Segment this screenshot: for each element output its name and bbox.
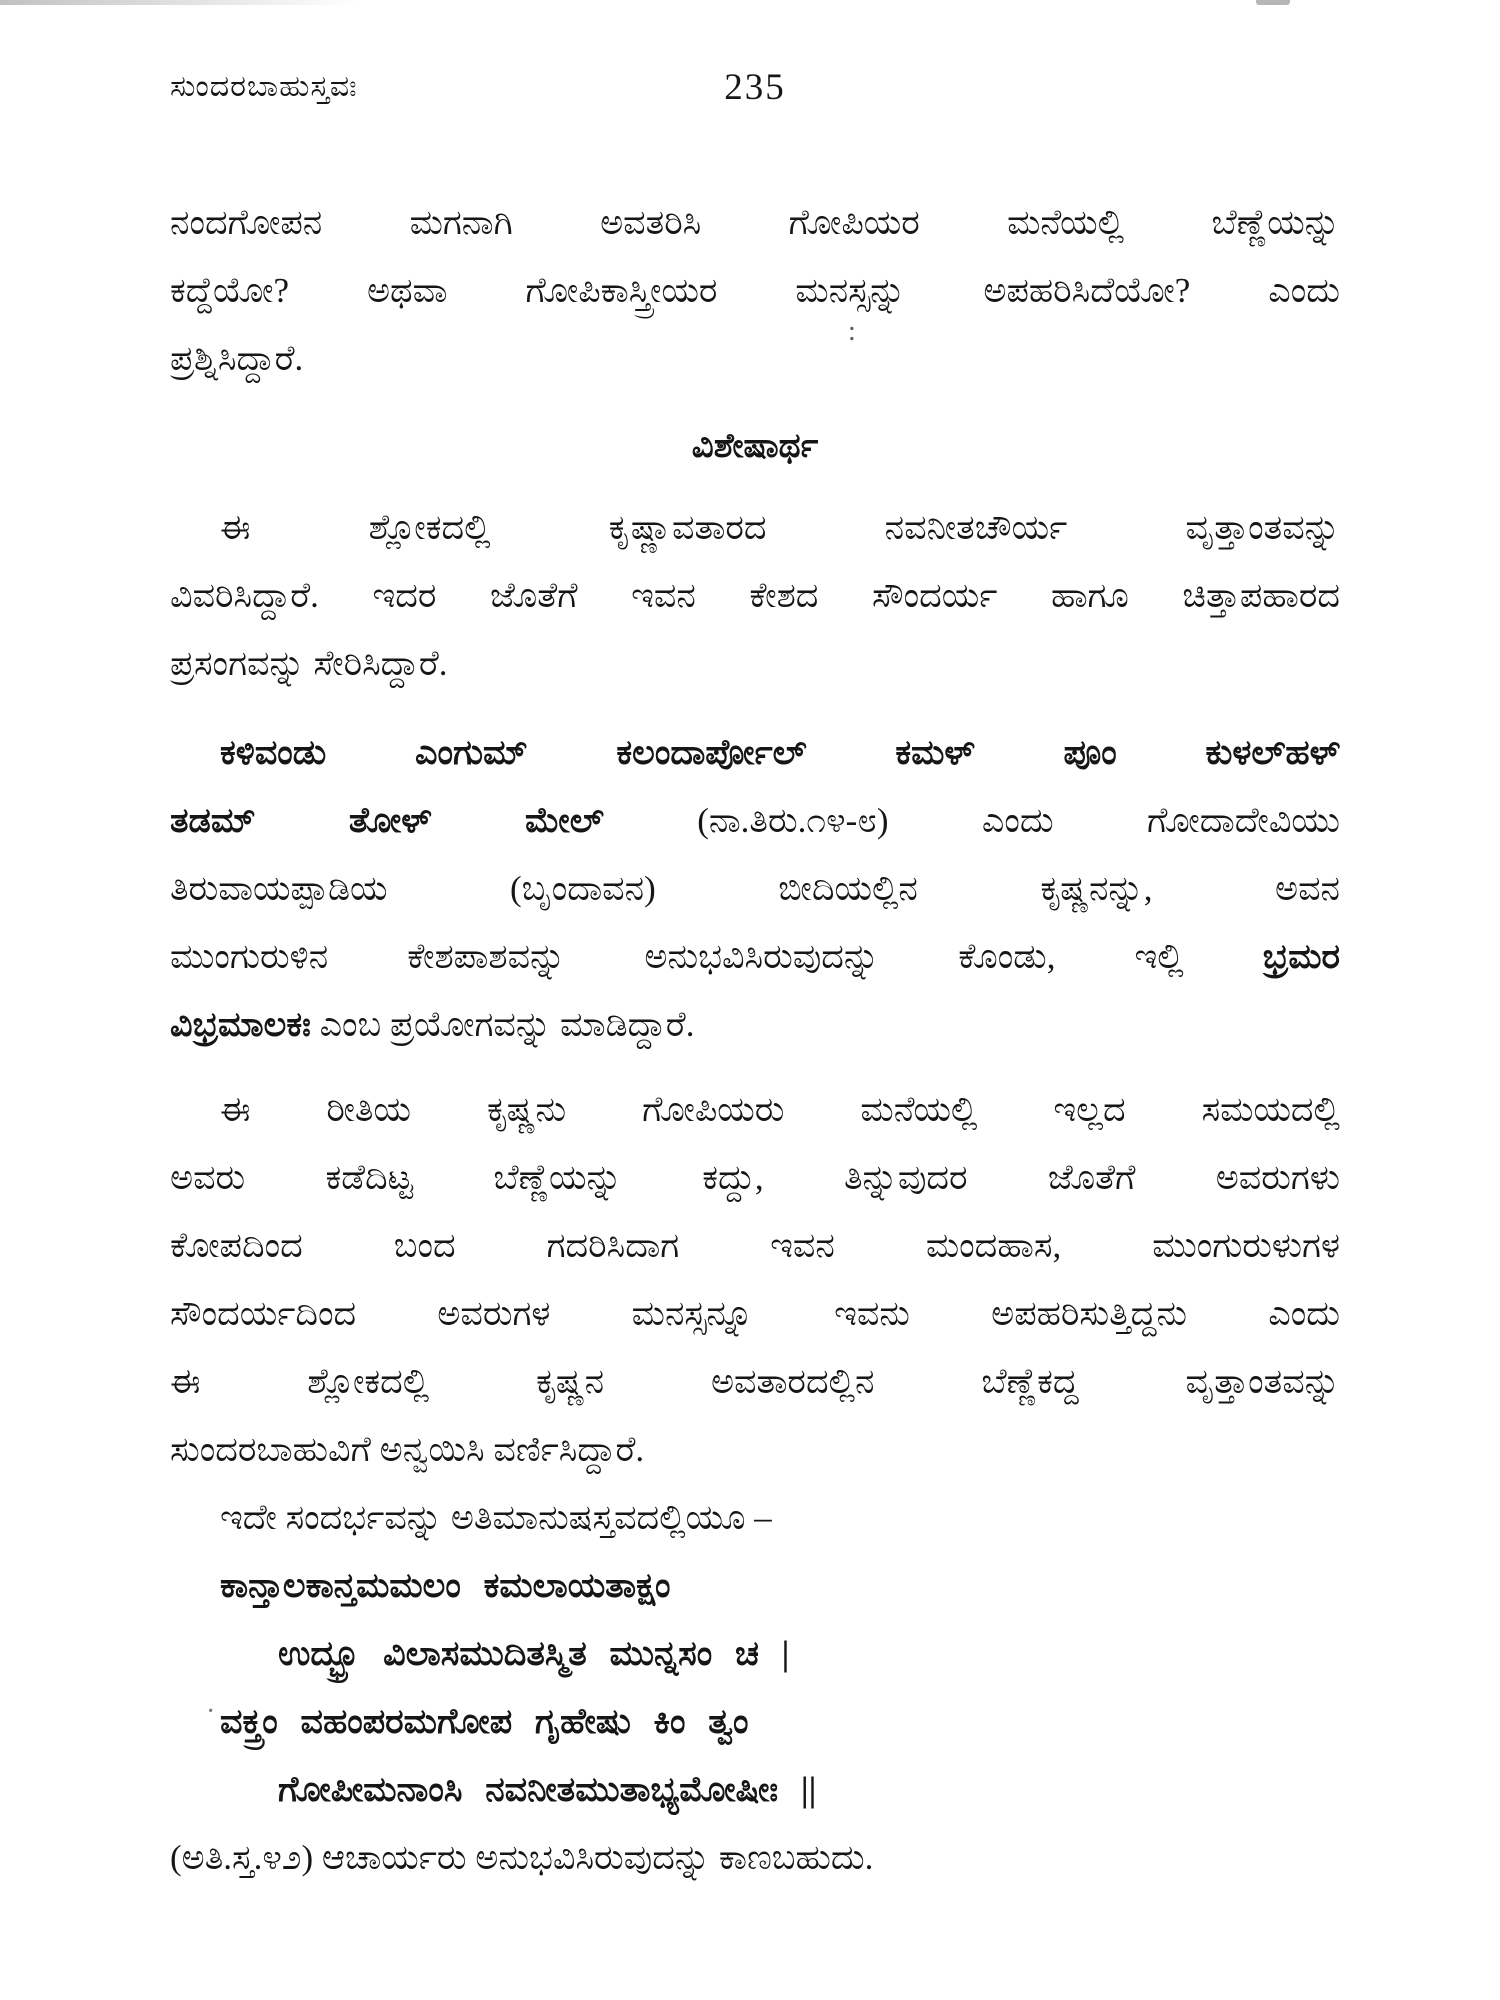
- text-line: [170, 1076, 1340, 1144]
- page-number: 235: [724, 67, 786, 108]
- bold-text-segment: ಉದ್ಭ್ರೂ ವಿಲಾಸಮುದಿತಸ್ಮಿತ ಮುನ್ನಸಂ ಚ |: [278, 1634, 790, 1673]
- text-segment: ಕೋಪದಿಂದ ಬಂದ ಗದರಿಸಿದಾಗ ಇವನ ಮಂದಹಾಸ, ಮುಂಗುರುಳುಗಳ: [170, 1226, 1340, 1265]
- text-line: [170, 719, 1340, 787]
- text-segment: ಸುಂದರಬಾಹುವಿಗೆ ಅನ್ವಯಿಸಿ ವರ್ಣಿಸಿದ್ದಾರೆ.: [170, 1430, 645, 1469]
- text-line: [170, 1280, 1340, 1348]
- text-segment: ಅವರು ಕಡೆದಿಟ್ಟ ಬೆಣ್ಣೆಯನ್ನು ಕದ್ದು, ತಿನ್ನುವುದರ ಜೊತೆಗೆ ಅವರುಗಳು: [170, 1158, 1340, 1197]
- text-line: [170, 1484, 1340, 1552]
- text-line: [170, 787, 1340, 855]
- text-line: [170, 562, 1340, 630]
- text-line: [170, 1824, 1340, 1892]
- text-segment: (ನಾ.ತಿರು.೧೪-೮) ಎಂದು ಗೋದಾದೇವಿಯು: [697, 801, 1341, 840]
- text-line: [170, 1416, 1340, 1484]
- bold-text-segment: ಕಳಿವಂಡು ಎಂಗುಮ್ ಕಲಂದಾರ್ಪೋಲ್ ಕಮಳ್ ಪೂಂ ಕುಳಲ್‌ಹಳ್: [220, 733, 1340, 772]
- text-segment: ವಿವರಿಸಿದ್ದಾರೆ. ಇದರ ಜೊತೆಗೆ ಇವನ ಕೇಶದ ಸೌಂದರ್ಯ ಹಾಗೂ ಚಿತ್ತಾಪಹಾರದ: [170, 576, 1340, 615]
- page-header: [170, 67, 1340, 118]
- text-line: [170, 1552, 1340, 1620]
- text-segment: ಎಂಬ ಪ್ರಯೋಗವನ್ನು ಮಾಡಿದ್ದಾರೆ.: [310, 1005, 695, 1044]
- bold-text-segment: ತಡಮ್ ತೋಳ್ ಮೇಲ್: [170, 801, 698, 840]
- text-segment: ಕದ್ದೆಯೋ? ಅಥವಾ ಗೋಪಿಕಾಸ್ತ್ರೀಯರ ಮನಸ್ಸನ್ನು ಅಪಹರಿಸಿದೆಯೋ? ಎಂದು: [170, 271, 1340, 310]
- paragraph-verse-intro: [170, 1484, 1340, 1552]
- paragraph-tamil-quote: [170, 719, 1340, 1059]
- text-line: [170, 991, 1340, 1059]
- text-line: [170, 1144, 1340, 1212]
- paragraph-closing: [170, 1824, 1340, 1892]
- text-segment: ಈ ಶ್ಲೋಕದಲ್ಲಿ ಕೃಷ್ಣನ ಅವತಾರದಲ್ಲಿನ ಬೆಣ್ಣೆಕದ್ದ ವೃತ್ತಾಂತವನ್ನು: [170, 1362, 1340, 1401]
- text-segment: ತಿರುವಾಯಪ್ಪಾಡಿಯ (ಬೃಂದಾವನ) ಬೀದಿಯಲ್ಲಿನ ಕೃಷ್ಣನನ್ನು, ಅವನ: [170, 869, 1340, 908]
- page-body: [170, 118, 1340, 1892]
- text-line: [170, 257, 1340, 325]
- bold-text-segment: ವಿಭ್ರಮಾಲಕಃ: [170, 1005, 311, 1044]
- text-segment: ನಂದಗೋಪನ ಮಗನಾಗಿ ಅವತರಿಸಿ ಗೋಪಿಯರ ಮನೆಯಲ್ಲಿ ಬೆಣ್ಣೆಯನ್ನು: [170, 203, 1340, 242]
- scan-edge-artifact: [0, 0, 360, 5]
- text-line: [170, 1348, 1340, 1416]
- text-segment: (ಅತಿ.ಸ್ತ.೪೨) ಆಚಾರ್ಯರು ಅನುಭವಿಸಿರುವುದನ್ನು ಕಾಣಬಹುದು.: [170, 1838, 874, 1877]
- text-line: [170, 855, 1340, 923]
- text-segment: ಸೌಂದರ್ಯದಿಂದ ಅವರುಗಳ ಮನಸ್ಸನ್ನೂ ಇವನು ಅಪಹರಿಸುತ್ತಿದ್ದನು ಎಂದು: [170, 1294, 1340, 1333]
- text-segment: ಈ ರೀತಿಯ ಕೃಷ್ಣನು ಗೋಪಿಯರು ಮನೆಯಲ್ಲಿ ಇಲ್ಲದ ಸಮಯದಲ್ಲಿ: [220, 1090, 1340, 1129]
- text-line: [170, 630, 1340, 698]
- section-heading: ವಿಶೇಷಾರ್ಥ: [691, 428, 819, 465]
- text-segment: ಪ್ರಸಂಗವನ್ನು ಸೇರಿಸಿದ್ದಾರೆ.: [170, 644, 448, 683]
- text-segment: ಇದೇ ಸಂದರ್ಭವನ್ನು ಅತಿಮಾನುಷಸ್ತವದಲ್ಲಿಯೂ –: [220, 1498, 772, 1537]
- text-line: [170, 1688, 1340, 1756]
- bold-text-segment: ವಕ್ತ್ರಂ ವಹಂಪರಮಗೋಪ ಗೃಹೇಷು ಕಿಂ ತ್ವಂ: [220, 1702, 749, 1741]
- paragraph-explanation: [170, 1076, 1340, 1484]
- text-line: [170, 494, 1340, 562]
- text-line: [170, 923, 1340, 991]
- text-line: [170, 325, 1340, 393]
- text-line: [170, 189, 1340, 257]
- verse-quote: [170, 1552, 1340, 1824]
- text-line: [170, 1620, 1340, 1688]
- text-line: [170, 1212, 1340, 1280]
- paragraph-question: [170, 189, 1340, 393]
- text-segment: ಪ್ರಶ್ನಿಸಿದ್ದಾರೆ.: [170, 339, 304, 378]
- paragraph-summary: [170, 494, 1340, 698]
- print-artifact-colon: :: [848, 316, 856, 347]
- scan-speck-artifact: [1256, 0, 1290, 5]
- bold-text-segment: ಭ್ರಮರ: [1262, 937, 1340, 976]
- running-title: ಸುಂದರಬಾಹುಸ್ತವಃ: [170, 70, 358, 103]
- bold-text-segment: ಕಾನ್ತಾಲಕಾನ್ತಮಮಲಂ ಕಮಲಾಯತಾಕ್ಷಂ: [220, 1566, 671, 1605]
- print-artifact-dot: ·: [206, 1696, 216, 1727]
- text-segment: ಈ ಶ್ಲೋಕದಲ್ಲಿ ಕೃಷ್ಣಾವತಾರದ ನವನೀತಚೌರ್ಯ ವೃತ್ತಾಂತವನ್ನು: [220, 508, 1340, 547]
- bold-text-segment: ಗೋಪೀಮನಾಂಸಿ ನವನೀತಮುತಾಭ್ಯಮೋಷೀಃ ||: [278, 1770, 817, 1809]
- text-line: [170, 1756, 1340, 1824]
- text-segment: ಮುಂಗುರುಳಿನ ಕೇಶಪಾಶವನ್ನು ಅನುಭವಿಸಿರುವುದನ್ನು ಕೊಂಡು, ಇಲ್ಲಿ: [170, 937, 1263, 976]
